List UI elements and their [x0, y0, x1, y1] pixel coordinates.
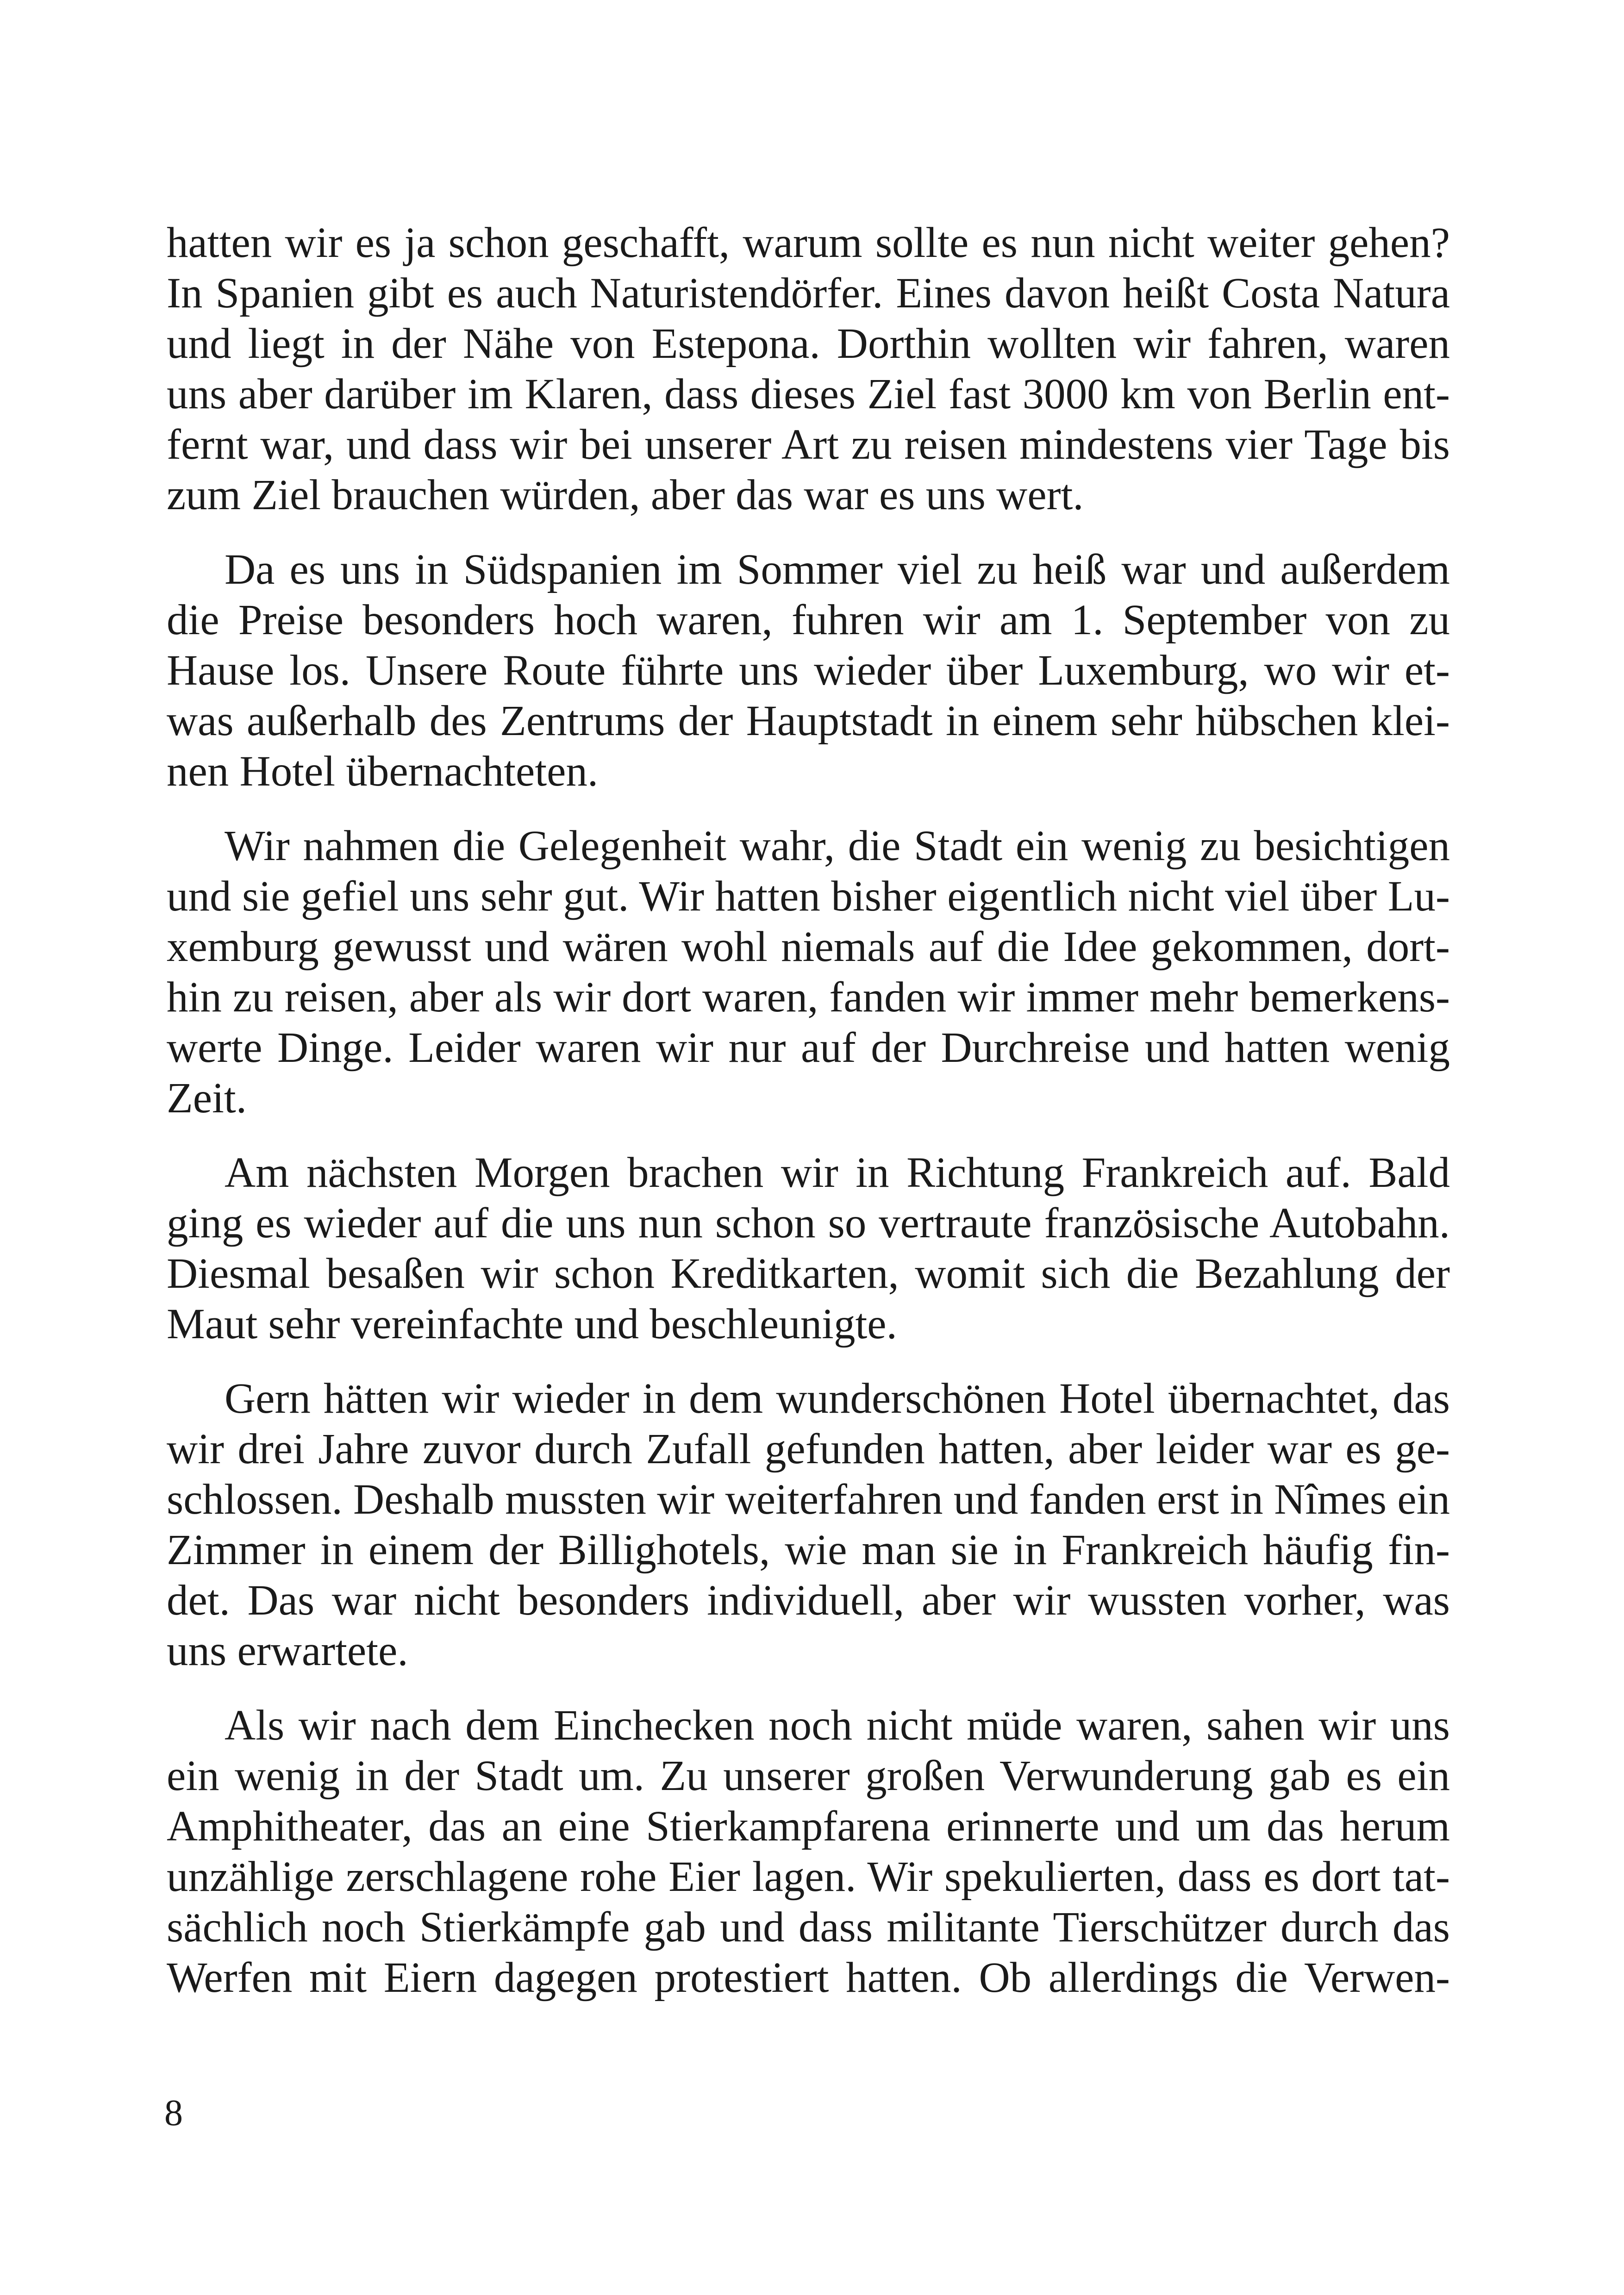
- text-line: Diesmal besaßen wir schon Kreditkarten, womit sich die Bezahlung der: [167, 1250, 1450, 1297]
- text-line: zum Ziel brauchen würden, aber das war es uns wert.: [167, 471, 1084, 519]
- text-line: xemburg gewusst und wären wohl niemals auf die Idee gekommen, dort-: [167, 923, 1450, 971]
- text-line: Maut sehr vereinfachte und beschleunigte.: [167, 1300, 897, 1348]
- text-line: was außerhalb des Zentrums der Hauptstadt in einem sehr hübschen klei-: [167, 697, 1450, 745]
- text-line: werte Dinge. Leider waren wir nur auf der Durchreise und hatten wenig: [167, 1024, 1450, 1072]
- text-line: die Preise besonders hoch waren, fuhren wir am 1. September von zu: [167, 596, 1450, 644]
- text-line: sächlich noch Stierkämpfe gab und dass militante Tierschützer durch das: [167, 1903, 1450, 1951]
- text-line: Amphitheater, das an eine Stierkampfarena erinnerte und um das herum: [167, 1802, 1450, 1850]
- text-line: Hause los. Unsere Route führte uns wieder über Luxemburg, wo wir et-: [167, 647, 1450, 694]
- text-line: det. Das war nicht besonders individuell, aber wir wussten vorher, was: [167, 1577, 1450, 1624]
- text-line: ging es wieder auf die uns nun schon so vertraute französische Autobahn.: [167, 1199, 1450, 1247]
- text-line: In Spanien gibt es auch Naturistendörfer. Eines davon heißt Costa Natura: [167, 269, 1450, 317]
- body-text: [167, 218, 1450, 2027]
- text-line: hin zu reisen, aber als wir dort waren, fanden wir immer mehr bemerkens-: [167, 973, 1450, 1021]
- paragraph-4: [167, 1148, 1450, 1349]
- text-line: nen Hotel übernachteten.: [167, 748, 599, 795]
- text-line: uns aber darüber im Klaren, dass dieses Ziel fast 3000 km von Berlin ent-: [167, 370, 1450, 418]
- text-line: und liegt in der Nähe von Estepona. Dorthin wollten wir fahren, waren: [167, 320, 1450, 368]
- text-line: Als wir nach dem Einchecken noch nicht müde waren, sahen wir uns: [225, 1702, 1450, 1749]
- text-line: uns erwartete.: [167, 1627, 408, 1675]
- text-line: hatten wir es ja schon geschafft, warum sollte es nun nicht weiter gehen?: [167, 219, 1450, 267]
- paragraph-3: [167, 821, 1450, 1123]
- text-line: Da es uns in Südspanien im Sommer viel zu heiß war und außerdem: [225, 546, 1450, 593]
- page-number: 8: [164, 2093, 183, 2133]
- text-line: Werfen mit Eiern dagegen protestiert hatten. Ob allerdings die Verwen-: [167, 1954, 1450, 2002]
- text-line: wir drei Jahre zuvor durch Zufall gefunden hatten, aber leider war es ge-: [167, 1425, 1450, 1473]
- text-line: fernt war, und dass wir bei unserer Art zu reisen mindestens vier Tage bis: [167, 421, 1450, 468]
- paragraph-2: [167, 544, 1450, 797]
- text-line: Zimmer in einem der Billighotels, wie man sie in Frankreich häufig fin-: [167, 1526, 1450, 1574]
- text-line: Wir nahmen die Gelegenheit wahr, die Stadt ein wenig zu besichtigen: [225, 822, 1450, 870]
- text-line: Zeit.: [167, 1074, 247, 1122]
- text-line: Am nächsten Morgen brachen wir in Richtung Frankreich auf. Bald: [225, 1149, 1450, 1197]
- text-line: ein wenig in der Stadt um. Zu unserer großen Verwunderung gab es ein: [167, 1752, 1450, 1800]
- text-line: schlossen. Deshalb mussten wir weiterfahren und fanden erst in Nîmes ein: [167, 1476, 1450, 1523]
- paragraph-5: [167, 1373, 1450, 1676]
- paragraph-6: [167, 1700, 1450, 2003]
- text-line: Gern hätten wir wieder in dem wunderschönen Hotel übernachtet, das: [225, 1375, 1450, 1422]
- text-line: und sie gefiel uns sehr gut. Wir hatten bisher eigentlich nicht viel über Lu-: [167, 873, 1450, 920]
- paragraph-1: [167, 218, 1450, 520]
- text-line: unzählige zerschlagene rohe Eier lagen. Wir spekulierten, dass es dort tat-: [167, 1853, 1450, 1901]
